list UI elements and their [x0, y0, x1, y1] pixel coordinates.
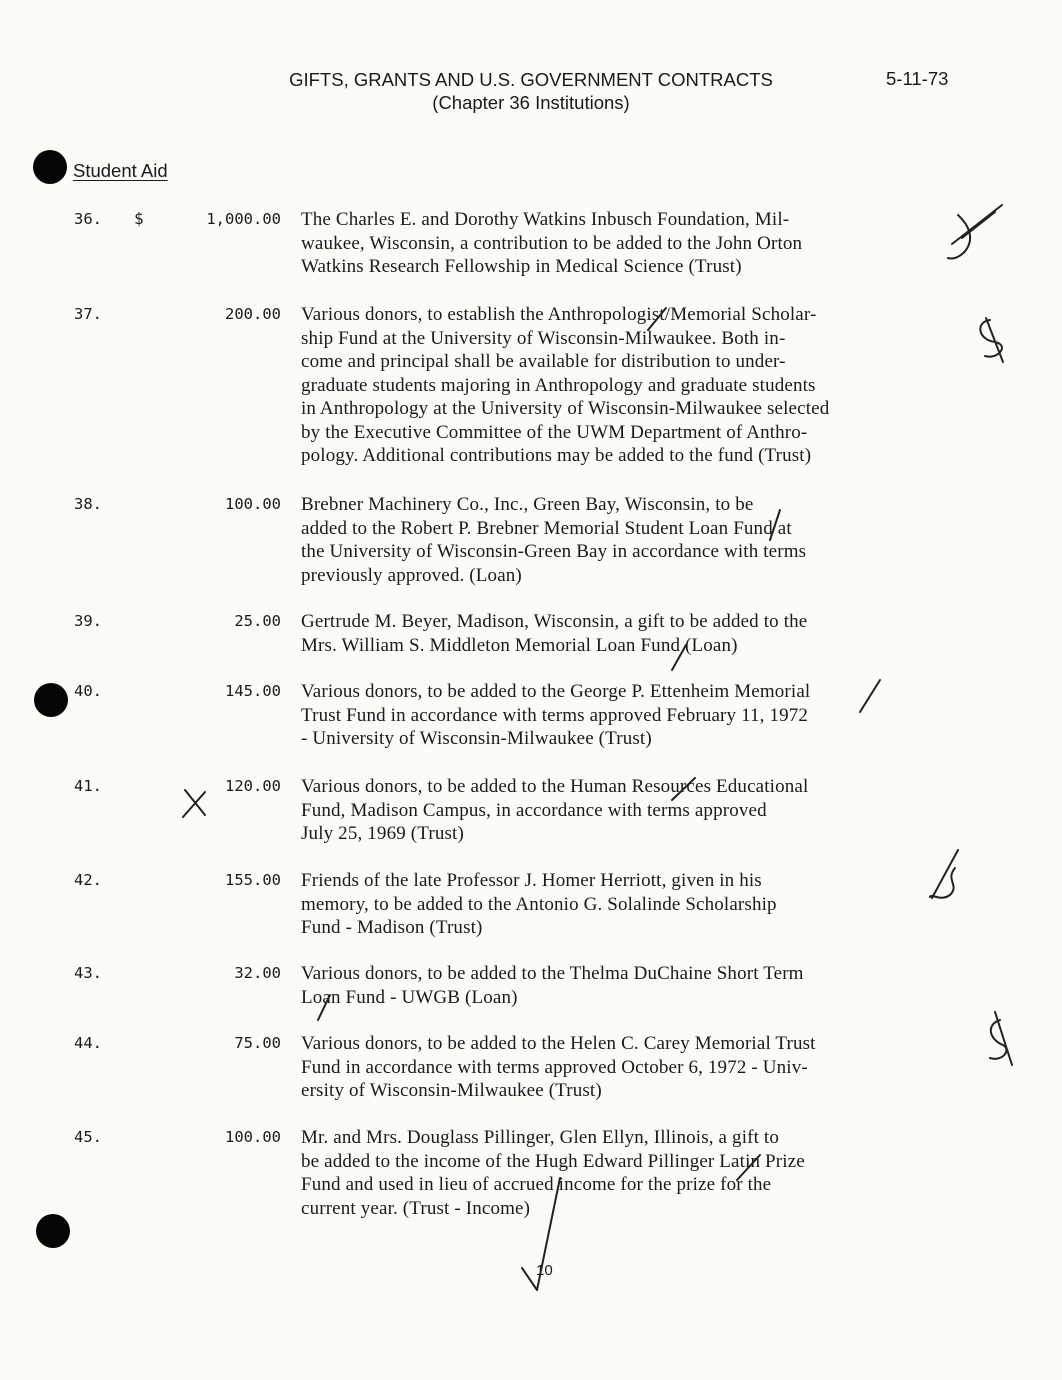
entry-description	[301, 493, 1001, 587]
entry-number: 38.	[74, 495, 102, 513]
entry-number: 41.	[74, 777, 102, 795]
entry-amount: 25.00	[234, 612, 281, 630]
entry-description	[301, 962, 1001, 1009]
entry-description	[301, 1032, 1001, 1103]
description-line: Fund and used in lieu of accrued income for the prize for the	[301, 1174, 772, 1195]
description-line: Various donors, to be added to the Thelma DuChaine Short Term	[301, 963, 804, 984]
description-line: Fund, Madison Campus, in accordance with terms approved	[301, 799, 767, 821]
entry-amount: 75.00	[234, 1034, 281, 1052]
description-line: current year. (Trust - Income)	[301, 1197, 531, 1219]
description-line: previously approved. (Loan)	[301, 564, 522, 586]
description-line: Various donors, to establish the Anthropologist/Memorial Scholar-	[301, 304, 817, 325]
entry-number: 37.	[74, 305, 102, 323]
description-line: ship Fund at the University of Wisconsin-Milwaukee. Both in-	[301, 327, 786, 349]
description-line: Mr. and Mrs. Douglass Pillinger, Glen Ellyn, Illinois, a gift to	[301, 1127, 780, 1148]
description-line: Loan Fund - UWGB (Loan)	[301, 986, 518, 1008]
punch-hole	[34, 683, 68, 717]
entry-amount: 155.00	[225, 871, 281, 889]
entry-description	[301, 775, 1001, 846]
entry-amount: 120.00	[225, 777, 281, 795]
punch-hole	[33, 150, 67, 184]
description-line: the University of Wisconsin-Green Bay in accordance with terms	[301, 541, 807, 562]
description-line: July 25, 1969 (Trust)	[301, 823, 464, 844]
description-line: ersity of Wisconsin-Milwaukee (Trust)	[301, 1080, 602, 1101]
entry-number: 43.	[74, 964, 102, 982]
entry-description	[301, 680, 1001, 751]
description-line: memory, to be added to the Antonio G. Solalinde Scholarship	[301, 893, 777, 915]
entry-number: 40.	[74, 682, 102, 700]
section-title: Student Aid	[73, 160, 168, 181]
description-line: Fund in accordance with terms approved October 6, 1972 - Univ-	[301, 1056, 808, 1078]
description-line: by the Executive Committee of the UWM Department of Anthro-	[301, 421, 808, 443]
entry-description	[301, 610, 1001, 657]
description-line: The Charles E. and Dorothy Watkins Inbusch Foundation, Mil-	[301, 209, 790, 230]
entry-number: 36.	[74, 210, 102, 228]
entry-amount: 1,000.00	[206, 210, 281, 228]
entry-description	[301, 303, 1001, 468]
entry-description	[301, 1126, 1001, 1220]
description-line: Watkins Research Fellowship in Medical Science (Trust)	[301, 256, 742, 277]
description-line: come and principal shall be available for distribution to under-	[301, 351, 786, 372]
description-line: Trust Fund in accordance with terms approved February 11, 1972	[301, 704, 809, 726]
description-line: graduate students majoring in Anthropology and graduate students	[301, 374, 816, 396]
description-line: Friends of the late Professor J. Homer Herriott, given in his	[301, 870, 762, 891]
description-line: waukee, Wisconsin, a contribution to be added to the John Orton	[301, 232, 803, 254]
description-line: pology. Additional contributions may be added to the fund (Trust)	[301, 445, 812, 466]
entry-amount: 32.00	[234, 964, 281, 982]
title-subtitle: (Chapter 36 Institutions)	[432, 92, 630, 113]
description-line: Various donors, to be added to the Human Resources Educational	[301, 776, 809, 797]
entry-amount: 100.00	[225, 1128, 281, 1146]
punch-hole	[36, 1214, 70, 1248]
description-line: in Anthropology at the University of Wisconsin-Milwaukee selected	[301, 398, 830, 419]
description-line: - University of Wisconsin-Milwaukee (Trust)	[301, 728, 652, 749]
description-line: Brebner Machinery Co., Inc., Green Bay, Wisconsin, to be	[301, 494, 754, 515]
entry-description	[301, 208, 1001, 279]
x-mark	[183, 790, 205, 817]
entry-description	[301, 869, 1001, 940]
document-date: 5-11-73	[886, 68, 949, 89]
entry-number: 39.	[74, 612, 102, 630]
entry-number: 45.	[74, 1128, 102, 1146]
entry-amount: 200.00	[225, 305, 281, 323]
entry-number: 44.	[74, 1034, 102, 1052]
entry-amount: 145.00	[225, 682, 281, 700]
page-number: 10	[536, 1262, 553, 1279]
description-line: Fund - Madison (Trust)	[301, 917, 483, 938]
description-line: be added to the income of the Hugh Edward Pillinger Latin Prize	[301, 1150, 805, 1172]
description-line: Various donors, to be added to the George P. Ettenheim Memorial	[301, 681, 811, 702]
dollar-sign: $	[134, 209, 144, 228]
description-line: Mrs. William S. Middleton Memorial Loan Fund (Loan)	[301, 634, 738, 656]
description-line: Gertrude M. Beyer, Madison, Wisconsin, a gift to be added to the	[301, 611, 808, 632]
description-line: Various donors, to be added to the Helen C. Carey Memorial Trust	[301, 1033, 816, 1054]
entry-number: 42.	[74, 871, 102, 889]
entry-amount: 100.00	[225, 495, 281, 513]
title-main: GIFTS, GRANTS AND U.S. GOVERNMENT CONTRACTS	[289, 69, 773, 90]
description-line: added to the Robert P. Brebner Memorial Student Loan Fund at	[301, 517, 792, 539]
